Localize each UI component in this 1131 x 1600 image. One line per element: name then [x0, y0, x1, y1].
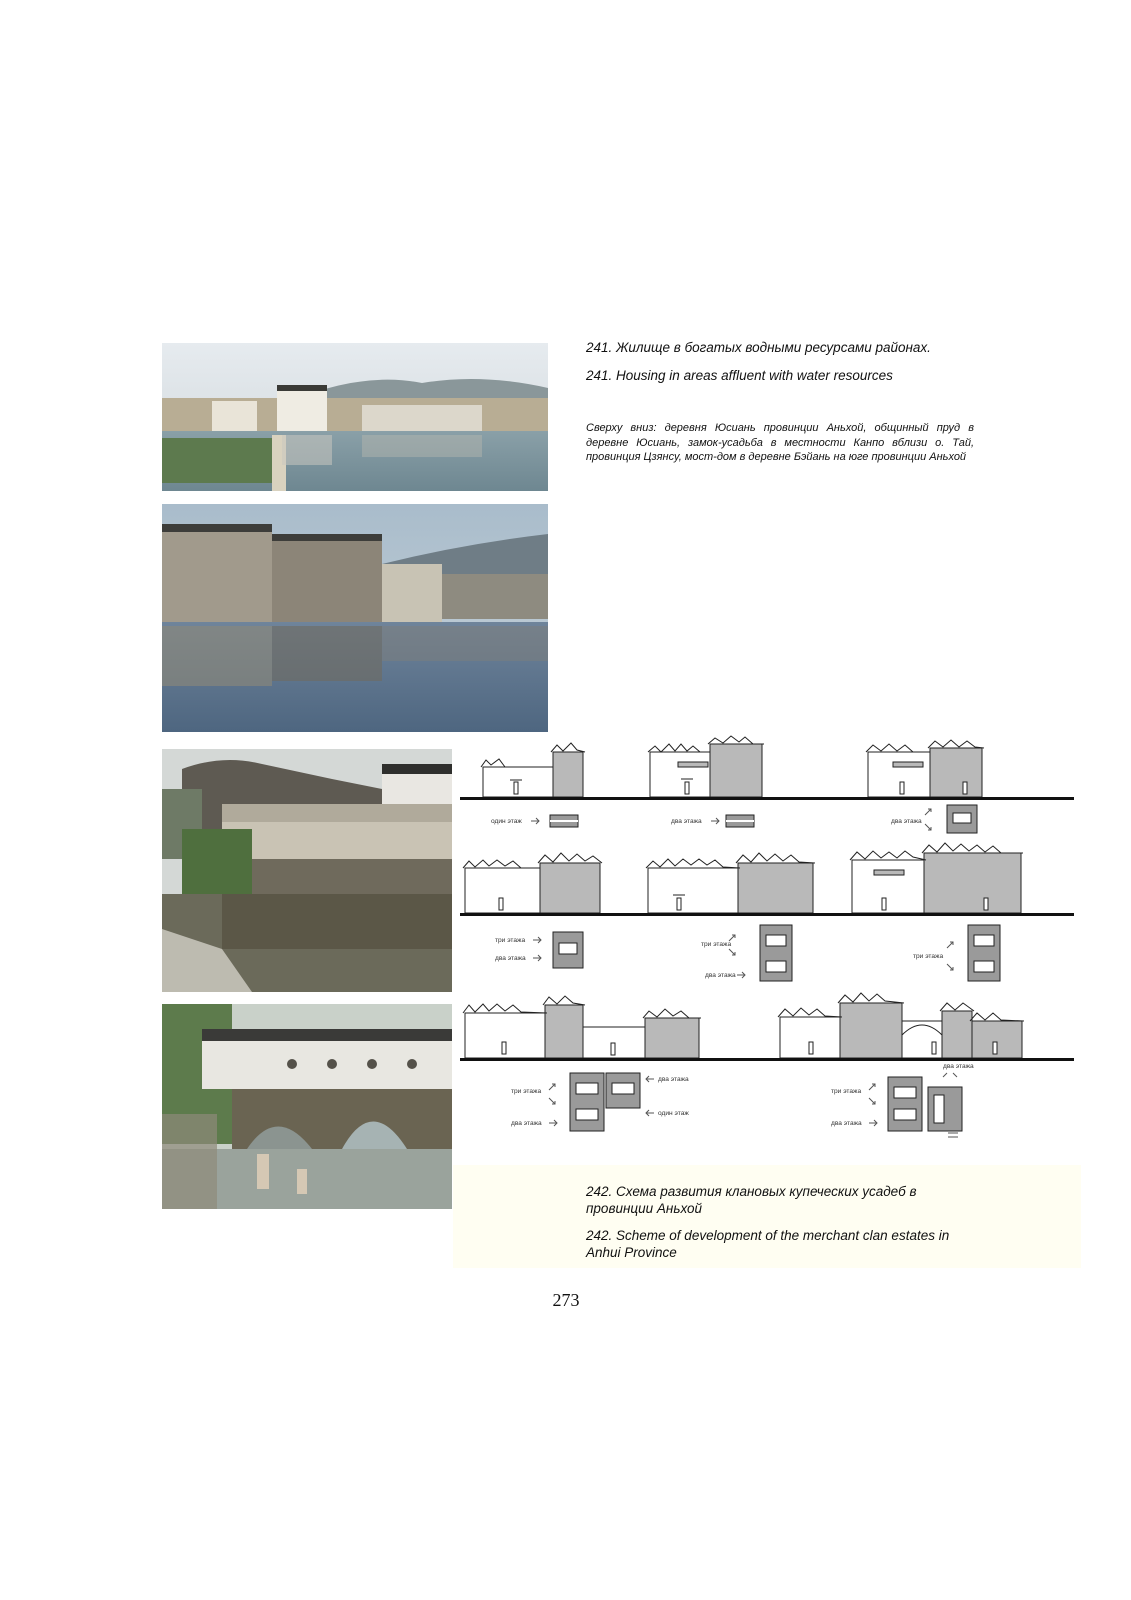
- label-two-floors: два этажа: [831, 1120, 862, 1127]
- caption-241-ru: 241. Жилище в богатых водными ресурсами районах.: [586, 340, 931, 355]
- caption-241-en: 241. Housing in areas affluent with water resources: [586, 368, 893, 383]
- ground-line-row2: [460, 913, 1074, 916]
- photo-community-pond: [162, 504, 548, 732]
- label-two-floors: два этажа: [511, 1120, 542, 1127]
- label-two-floors: два этажа: [671, 818, 702, 825]
- label-two-floors: два этажа: [943, 1063, 974, 1070]
- estate-development-diagram: [453, 735, 1081, 1165]
- caption-242-ru: 242. Схема развития клановых купеческих усадеб в провинции Аньхой: [586, 1184, 917, 1216]
- ground-line-row1: [460, 797, 1074, 800]
- label-three-floors: три этажа: [831, 1088, 862, 1095]
- photo-bridge-house: [162, 1004, 452, 1209]
- label-two-floors: два этажа: [891, 818, 922, 825]
- ground-line-row3: [460, 1058, 1074, 1061]
- label-one-floor: один этаж: [491, 818, 522, 825]
- label-two-floors: два этажа: [658, 1076, 689, 1083]
- label-one-floor: один этаж: [658, 1110, 689, 1117]
- label-three-floors: три этажа: [495, 937, 526, 944]
- elevation-6: [850, 843, 1023, 913]
- label-three-floors: три этажа: [913, 953, 944, 960]
- photo-castle-estate: [162, 749, 452, 992]
- caption-242-en: 242. Scheme of development of the merchant clan estates in Anhui Province: [586, 1228, 950, 1260]
- diagram-panel: [453, 735, 1081, 1268]
- caption-241-note: Сверху вниз: деревня Юсиань провинции Аньхой, общинный пруд в деревне Юсиань, замок-усадьба в местности Канпо вблизи о. Тай, провинция Цзянсу, мост-дом в деревне Бэйань на юге провинции Аньхой: [586, 422, 974, 463]
- label-two-floors: два этажа: [705, 972, 736, 979]
- photo-village-yuxian: [162, 343, 548, 491]
- label-two-floors: два этажа: [495, 955, 526, 962]
- label-three-floors: три этажа: [701, 941, 732, 948]
- label-three-floors: три этажа: [511, 1088, 542, 1095]
- page-number: 273: [552, 1290, 580, 1310]
